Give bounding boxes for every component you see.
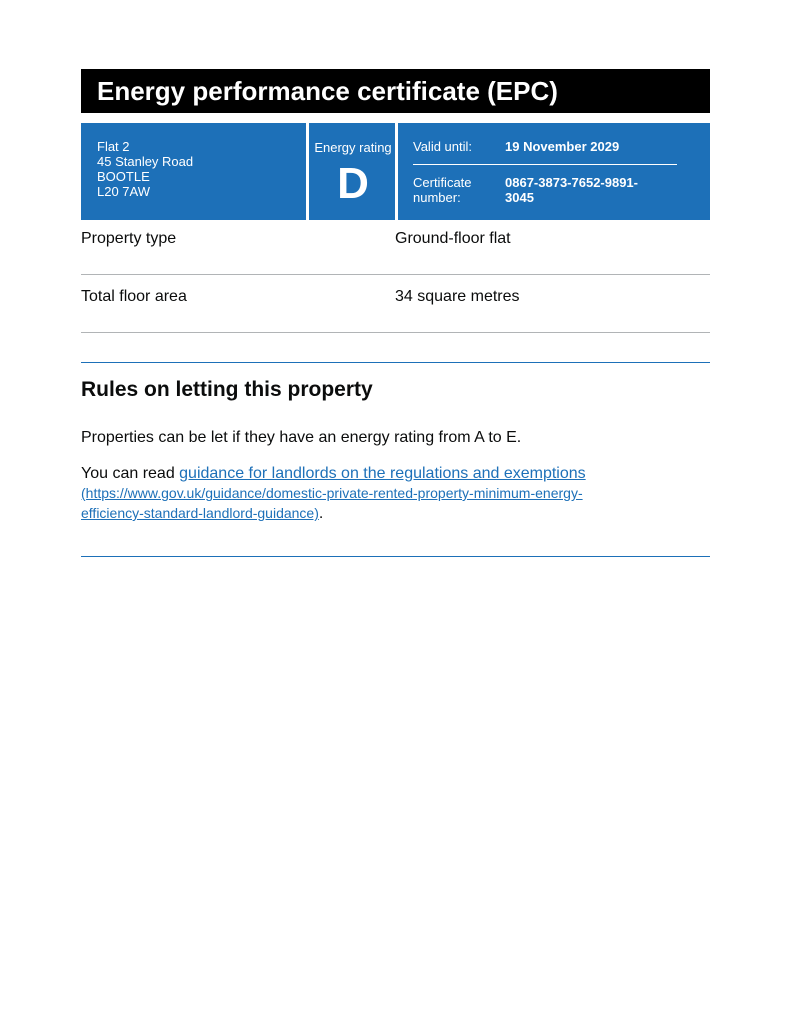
certificate-number-label (413, 175, 472, 205)
certificate-details-divider (413, 164, 677, 165)
valid-until-label: Valid until: (413, 139, 473, 154)
address-line-1: Flat 2 (97, 139, 130, 154)
guidance-suffix: . (318, 505, 324, 522)
address-line-3: BOOTLE (97, 169, 150, 184)
section-divider-bottom (81, 556, 710, 557)
page-title: Energy performance certificate (EPC) (81, 69, 710, 113)
floor-area-row (81, 275, 710, 333)
property-type-value: Ground-floor flat (395, 230, 511, 247)
floor-area-label: Total floor area (81, 288, 187, 305)
energy-rating-label: Energy rating (314, 140, 392, 155)
certificate-number-value (505, 175, 638, 205)
floor-area-value: 34 square metres (395, 288, 520, 305)
certificate-value-line-2: 3045 (505, 190, 534, 205)
property-type-label: Property type (81, 230, 177, 247)
section-divider-top (81, 362, 710, 363)
certificate-value-line-1: 0867-3873-7652-9891- (505, 175, 638, 190)
guidance-paragraph (81, 464, 710, 524)
rules-heading: Rules on letting this property (81, 378, 373, 401)
epc-summary-panel (81, 123, 710, 220)
rules-paragraph: Properties can be let if they have an energy rating from A to E. (81, 429, 522, 446)
address-line-4: L20 7AW (97, 184, 150, 199)
property-type-row (81, 217, 710, 275)
certificate-label-line-2: number: (413, 190, 461, 205)
guidance-url-line-2[interactable]: efficiency-standard-landlord-guidance) (81, 505, 319, 521)
property-address (97, 139, 193, 199)
guidance-url-line-1[interactable]: (https://www.gov.uk/guidance/domestic-private-rented-property-minimum-energy- (81, 485, 583, 501)
certificate-label-line-1: Certificate (413, 175, 472, 190)
guidance-link[interactable]: guidance for landlords on the regulations and exemptions (179, 465, 586, 482)
valid-until-value: 19 November 2029 (505, 139, 620, 154)
address-line-2: 45 Stanley Road (97, 154, 194, 169)
guidance-prefix: You can read (81, 465, 180, 482)
summary-divider-right (395, 123, 398, 220)
energy-rating-value: D (337, 159, 369, 208)
